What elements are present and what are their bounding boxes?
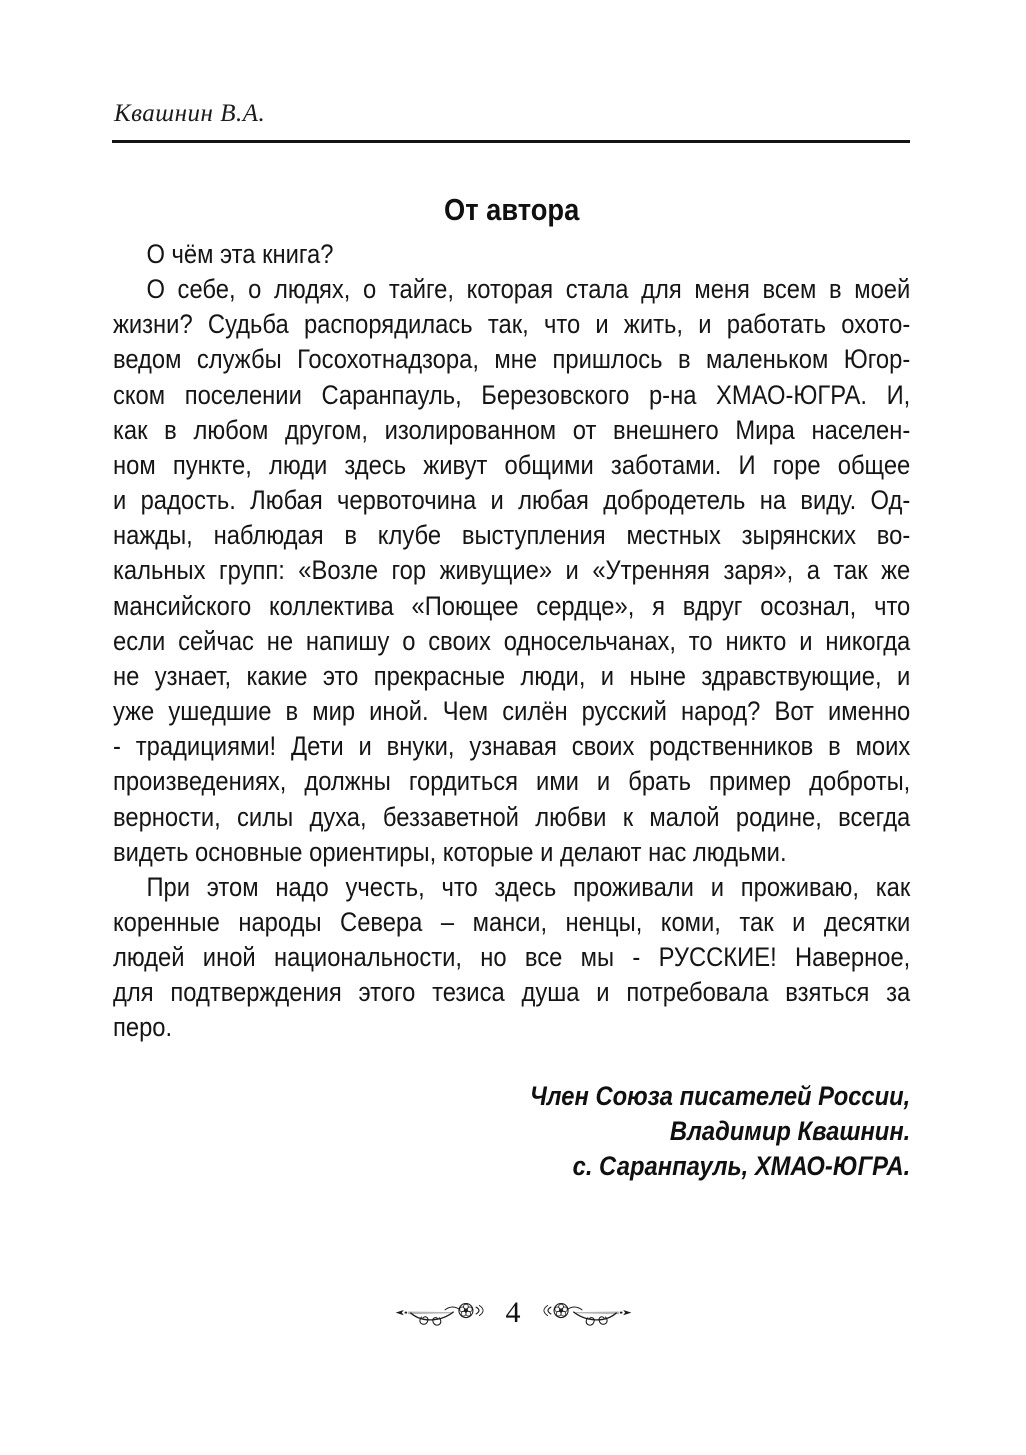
- text-line: верности, силы духа, беззаветной любви к малой родине, всегда: [113, 801, 911, 832]
- signature-line: Член Союза писателей России,: [529, 1080, 911, 1111]
- text-line: не узнает, какие это прекрасные люди, и ныне здравствующие, и: [113, 660, 911, 691]
- text-line: О себе, о людях, о тайге, которая стала для меня всем в моей: [146, 274, 911, 305]
- rosette: [554, 1304, 568, 1318]
- text-line: если сейчас не напишу о своих односельчанах, то никто и никогда: [113, 625, 911, 656]
- text-line: ведом службы Госохотнадзора, мне пришлось в маленьком Югор-: [113, 344, 911, 375]
- text-line: как в любом другом, изолированном от внешнего Мира населен-: [113, 414, 911, 445]
- page-content: [113, 192, 910, 1184]
- text-line: и радость. Любая червоточина и любая добродетель на виду. Од-: [113, 485, 911, 516]
- page-footer: [0, 1298, 1026, 1328]
- text-line: жизни? Судьба распорядилась так, что и жить, и работать охото-: [113, 309, 911, 340]
- header-rule: [112, 140, 910, 143]
- text-line: кальных групп: «Возле гор живущие» и «Утренняя заря», а так же: [113, 555, 911, 586]
- text-line: перо.: [113, 1012, 173, 1043]
- text-line: нажды, наблюдая в клубе выступления местных зырянских во-: [113, 520, 911, 551]
- body-text: [113, 237, 910, 1046]
- signature-line: Владимир Квашнин.: [669, 1115, 911, 1146]
- text-line: для подтверждения этого тезиса душа и потребовала взяться за: [113, 977, 911, 1008]
- text-line: произведениях, должны гордиться ими и брать пример доброты,: [113, 766, 911, 797]
- text-line: людей иной национальности, но все мы - РУССКИЕ! Наверное,: [113, 942, 911, 973]
- rosette: [458, 1304, 472, 1318]
- text-line: О чём эта книга?: [146, 239, 334, 269]
- text-line: коренные народы Севера – манси, ненцы, коми, так и десятки: [113, 906, 911, 937]
- running-head-author: Квашнин В.А.: [114, 100, 266, 127]
- text-line: ском поселении Саранпауль, Березовского р-на ХМАО-ЮГРА. И,: [113, 379, 911, 410]
- signature-line: с. Саранпауль, ХМАО-ЮГРА.: [572, 1150, 911, 1181]
- text-line: При этом надо учесть, что здесь проживали и проживаю, как: [146, 871, 911, 902]
- text-line: мансийского коллектива «Поющее сердце», я вдруг осознал, что: [113, 590, 911, 621]
- floral-flourish-right-icon: [539, 1298, 633, 1328]
- text-line: видеть основные ориентиры, которые и делают нас людьми.: [113, 836, 787, 867]
- page-number: 4: [505, 1296, 521, 1329]
- text-line: ном пункте, люди здесь живут общими заботами. И горе общее: [113, 449, 911, 480]
- page-title: От автора: [444, 192, 580, 227]
- floral-flourish-left-icon: [394, 1298, 488, 1328]
- text-line: уже ушедшие в мир иной. Чем силён русский народ? Вот именно: [113, 696, 911, 727]
- signature-block: [113, 1079, 910, 1184]
- text-line: - традициями! Дети и внуки, узнавая своих родственников в моих: [113, 731, 911, 762]
